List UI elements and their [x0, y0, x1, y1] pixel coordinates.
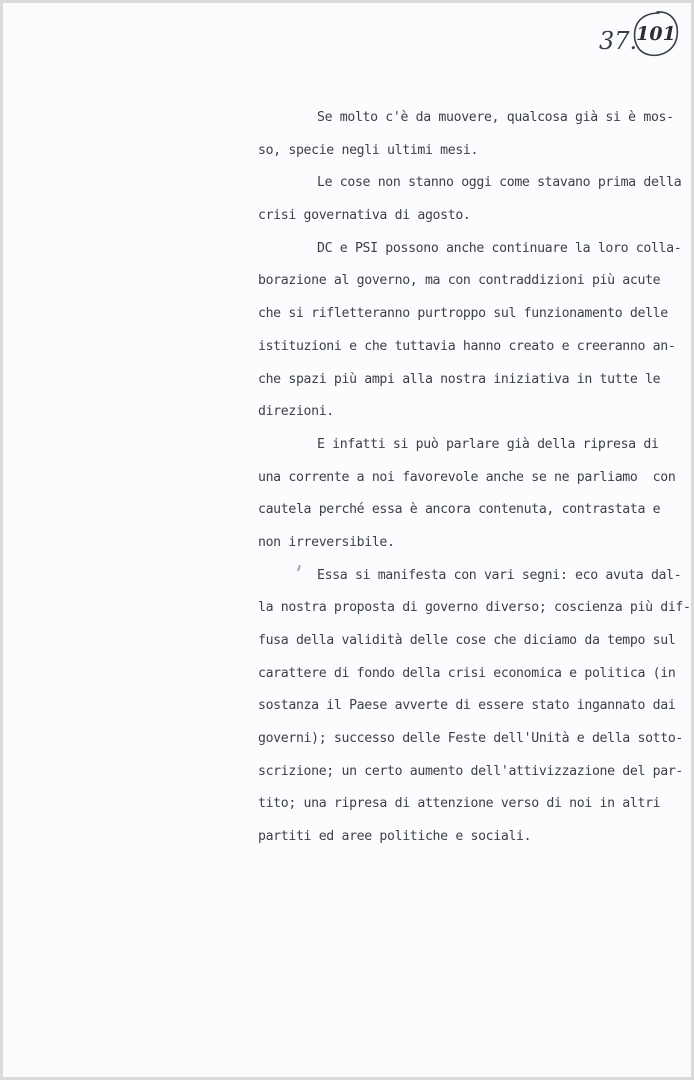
- body-line: la nostra proposta di governo diverso; coscienza più dif-: [258, 600, 691, 616]
- page-number-marks: [593, 9, 685, 65]
- body-line: non irreversibile.: [258, 534, 395, 550]
- document-page: [3, 3, 691, 1077]
- body-line: Se molto c'è da muovere, qualcosa già si è mos-: [317, 110, 674, 125]
- handwritten-page-number: 37.: [599, 27, 638, 55]
- body-line: governi); successo delle Feste dell'Unità e della sotto-: [258, 731, 684, 747]
- body-line: scrizione; un certo aumento dell'attivizzazione del par-: [258, 763, 684, 779]
- body-line: carattere di fondo della crisi economica e politica (in: [258, 665, 676, 681]
- body-line: borazione al governo, ma con contraddizioni più acute: [258, 273, 661, 289]
- body-line: una corrente a noi favorevole anche se ne parliamo con: [258, 469, 676, 485]
- body-line: direzioni.: [258, 404, 334, 420]
- body-line: partiti ed aree politiche e sociali.: [258, 829, 532, 845]
- body-line: E infatti si può parlare già della ripresa di: [317, 436, 659, 452]
- body-line: che spazi più ampi alla nostra iniziativa in tutte le: [258, 371, 661, 387]
- body-line: Essa si manifesta con vari segni: eco avuta dal-: [317, 567, 682, 583]
- typewritten-body: [258, 102, 691, 854]
- body-line: istituzioni e che tuttavia hanno creato e creeranno an-: [258, 338, 676, 354]
- body-line: fusa della validità delle cose che diciamo da tempo sul: [258, 633, 676, 648]
- circled-page-number: 101: [636, 22, 676, 45]
- body-line: cautela perché essa è ancora contenuta, contrastata e: [258, 502, 661, 518]
- body-line: tito; una ripresa di attenzione verso di noi in altri: [258, 796, 661, 812]
- body-line: crisi governativa di agosto.: [258, 208, 471, 224]
- body-line: che si rifletteranno purtroppo sul funzionamento delle: [258, 306, 668, 322]
- body-line: so, specie negli ultimi mesi.: [258, 142, 479, 158]
- body-line: Le cose non stanno oggi come stavano prima della: [317, 175, 682, 191]
- body-line: sostanza il Paese avverte di essere stato ingannato dai: [258, 698, 676, 714]
- body-line: DC e PSI possono anche continuare la loro colla-: [317, 240, 682, 256]
